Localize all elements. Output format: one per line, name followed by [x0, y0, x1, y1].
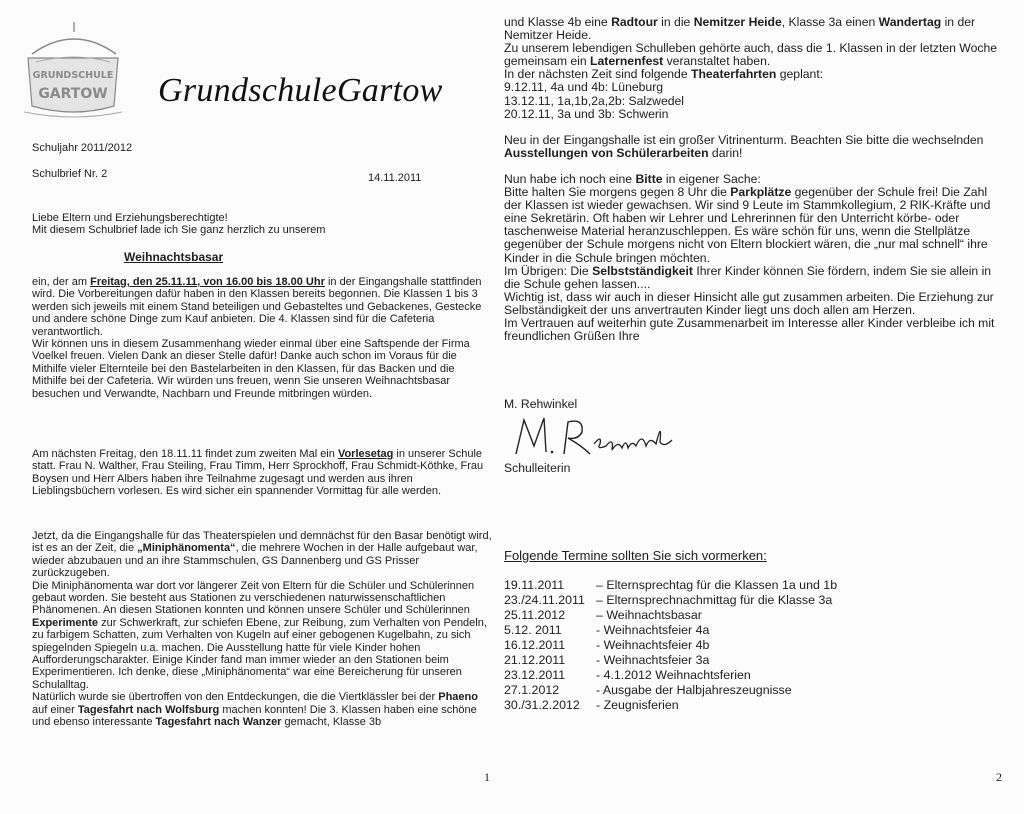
greeting-line-1: Liebe Eltern und Erziehungsberechtigte! [32, 212, 228, 224]
theater-intro: In der nächsten Zeit sind folgende Theaterfahrten geplant: [504, 67, 824, 82]
greeting-line-2: Mit diesem Schulbrief lade ich Sie ganz herzlich zu unserem [32, 224, 326, 237]
page-number-2: 2 [996, 770, 1002, 784]
page-1 [0, 0, 500, 814]
svg-text:GRUNDSCHULE: GRUNDSCHULE [32, 70, 114, 81]
miniphaenomenta-paragraph-1: Jetzt, da die Eingangshalle für das Theaterspielen und demnächst für den Basar benötigt wird, ist es an der Zeit, die „Miniphänomenta“, die mehrere Wochen in der Halle aufgebaut war, wieder abzubauen und an ihre Stammschulen, GS Dannenberg und GS Prisser zurückzugeben. [32, 530, 492, 580]
vitrine-paragraph: Neu in der Eingangshalle ist ein großer Vitrinenturm. Beachten Sie bitte die wechselnden Ausstellungen von Schülerarbeiten darin! [504, 132, 984, 160]
termine-row: 21.12.2011 - Weihnachtsfeier 3a [504, 653, 710, 667]
selbststaendigkeit-paragraph: Im Übrigen: Die Selbstständigkeit Ihrer Kinder können Sie fördern, indem Sie sie allein in die Schule gehen lassen.... [504, 263, 992, 291]
saftspende-closing: besuchen und Verwandte, Nachbarn und Freunde mitbringen würden. [32, 387, 373, 400]
event-heading: Weihnachtsbasar [124, 250, 224, 264]
vorlesetag-section [32, 448, 494, 498]
laternenfest-paragraph: Zu unserem lebendigen Schulleben gehörte auch, dass die 1. Klassen in der letzten Woche gemeinsam ein Laternenfest veranstaltet haben. [504, 41, 998, 69]
termine-row: 25.11.2012 – Weihnachtsbasar [504, 608, 702, 622]
theater-item: 20.12.11, 3a und 3b: Schwerin [504, 106, 669, 121]
school-logo [14, 18, 132, 118]
erziehung-paragraph: Wichtig ist, dass wir auch in dieser Hinsicht alle gut zusammen arbeiten. Die Erziehung zur Selbständigkeit der uns anvertrauten Kinder liegt uns doch allen am Herzen. [504, 289, 994, 317]
page-2 [500, 0, 1024, 814]
vorlesetag-term: Vorlesetag [337, 448, 394, 460]
miniphaenomenta-term: „Miniphänomenta“ [137, 542, 236, 555]
ausflug-paragraph: und Klasse 4b eine Radtour in die Nemitzer Heide, Klasse 3a einen Wandertag in der Nemitzer Heide. [504, 15, 976, 43]
right-text-block [504, 16, 998, 343]
page-number-1: 1 [484, 770, 490, 784]
termine-heading: Folgende Termine sollten Sie sich vormerken: [504, 548, 767, 563]
miniphaenomenta-paragraph-2: Die Miniphänomenta war dort vor längerer Zeit von Eltern für die Schüler und Schülerinnen gebaut worden. Sie besteht aus Stationen zu verschiedenen naturwissenschaftlichen Phänomenen. An diesen Stationen konnten und können unsere Schüler und Schülerinnen Experimente zur Schwerkraft, zur schiefen Ebene, zur Reibung, zum Verhalten von Pendeln, zu farbigem Schatten, zum Verhalten von Kugeln auf einer gebogenen Kugelbahn, zu sich spiegelnden Spiegeln u.a. machen. Die Ausstellung hatte für viele Kinder hohen Aufforderungscharakter. Einige Kinder fand man immer wieder an den Stationen beim Experimentieren. Ich denke, diese „Miniphänomenta“ war eine Bereicherung für unseren Schulalltag. [32, 579, 487, 691]
termine-row: 16.12.2011 - Weihnachtsfeier 4b [504, 638, 710, 652]
school-name: GrundschuleGartow [158, 72, 443, 109]
termine-row: 27.1.2012 - Ausgabe der Halbjahreszeugnisse [504, 683, 792, 697]
termine-row: 5.12. 2011 - Weihnachtsfeier 4a [504, 623, 710, 637]
miniphaenomenta-section [32, 530, 494, 729]
svg-text:GARTOW: GARTOW [38, 86, 108, 102]
closing-paragraph: Im Vertrauen auf weiterhin gute Zusammenarbeit im Interesse aller Kinder verbleibe ich mit freundlichen Grüßen Ihre [504, 315, 995, 344]
saftspende-paragraph: Wir können uns in diesem Zusammenhang wieder einmal über eine Saftspende der Firma Voelkel freuen. Vielen Dank an dieser Stelle dafür! Danke auch schon im Voraus für die Mithilfe vieler Elternteile bei den Bastelarbeiten in den Klassen, für das Backen und die Mithilfe bei der Cafeteria. Wir würden uns freuen, wenn Sie unseren Weihnachtsbasar [32, 338, 470, 388]
letter-number: Schulbrief Nr. 2 [32, 168, 108, 180]
letter-date: 14.11.2011 [368, 172, 422, 184]
basar-section [32, 276, 492, 400]
signer-name: M. Rehwinkel [504, 397, 578, 411]
termine-row: 23./24.11.2011 – Elternsprechnachmittag für die Klasse 3a [504, 593, 833, 607]
handwritten-signature [510, 412, 690, 462]
parkplatz-paragraph: Bitte halten Sie morgens gegen 8 Uhr die Parkplätze gegenüber der Schule frei! Die Zahl der Klassen ist wieder gewachsen. Wir sind 9 Leute im Stammkollegium, 2 RIK-Kräfte und eine Sekretärin. Oft haben wir Lehrer und Lehrerinnen für den Unterricht körbe- oder taschenweise Material heranzuschleppen. Es wäre schön für uns, wenn die Stellplätze gegenüber der Schule morgens nicht von Eltern blockiert wären, die „nur mal schnell“ ihre Kinder in die Schule bringen möchten. [504, 185, 991, 265]
signer-role: Schulleiterin [504, 461, 571, 475]
greeting [32, 212, 492, 237]
vorlesetag-paragraph: Am nächsten Freitag, den 18.11.11 findet zum zweiten Mal ein Vorlesetag in unserer Schule statt. Frau N. Walther, Frau Steiling, Frau Timm, Herr Sprockhoff, Frau Schmidt-Köthke, Frau Boysen und Herr Albers haben ihre Teilnahme zugesagt und werden aus ihren Lieblingsbüchern vorlesen. Es wird sicher ein spannender Vormittag für alle werden. [32, 448, 484, 498]
school-year: Schuljahr 2011/2012 [32, 142, 133, 154]
termine-row: 23.12.2011 - 4.1.2012 Weihnachtsferien [504, 668, 751, 682]
theater-item: 13.12.11, 1a,1b,2a,2b: Salzwedel [504, 93, 685, 108]
tagesfahrten-paragraph: Natürlich wurde sie übertroffen von den Entdeckungen, die die Viertklässler bei der Phaeno auf einer Tagesfahrt nach Wolfsburg machen konnten! Die 3. Klassen haben eine schöne und ebenso interessante Tagesfahrt nach Wanzer gemacht, Klasse 3b [32, 691, 478, 729]
theater-item: 9.12.11, 4a und 4b: Lüneburg [504, 80, 664, 95]
basar-paragraph: ein, der am Freitag, den 25.11.11, von 16.00 bis 18.00 Uhr in der Eingangshalle stattfinden wird. Die Vorbereitungen dafür haben in den Klassen bereits begonnen. Die Klassen 1 bis 3 werden sich jeweils mit einem Stand beteiligen und Gebasteltes und Gebackenes, Gestecke und andere schöne Dinge zum Kauf anbieten. Die 4. Klassen sind für die Cafeteria verantwortlich. [32, 276, 482, 338]
basar-date: Freitag, den 25.11.11, von 16.00 bis 18.00 Uhr [90, 276, 325, 288]
termine-row: 30./31.2.2012 - Zeugnisferien [504, 698, 679, 712]
termine-row: 19.11.2011 – Elternsprechtag für die Klassen 1a und 1b [504, 578, 838, 592]
bitte-intro: Nun habe ich noch eine Bitte in eigener Sache: [504, 171, 761, 186]
